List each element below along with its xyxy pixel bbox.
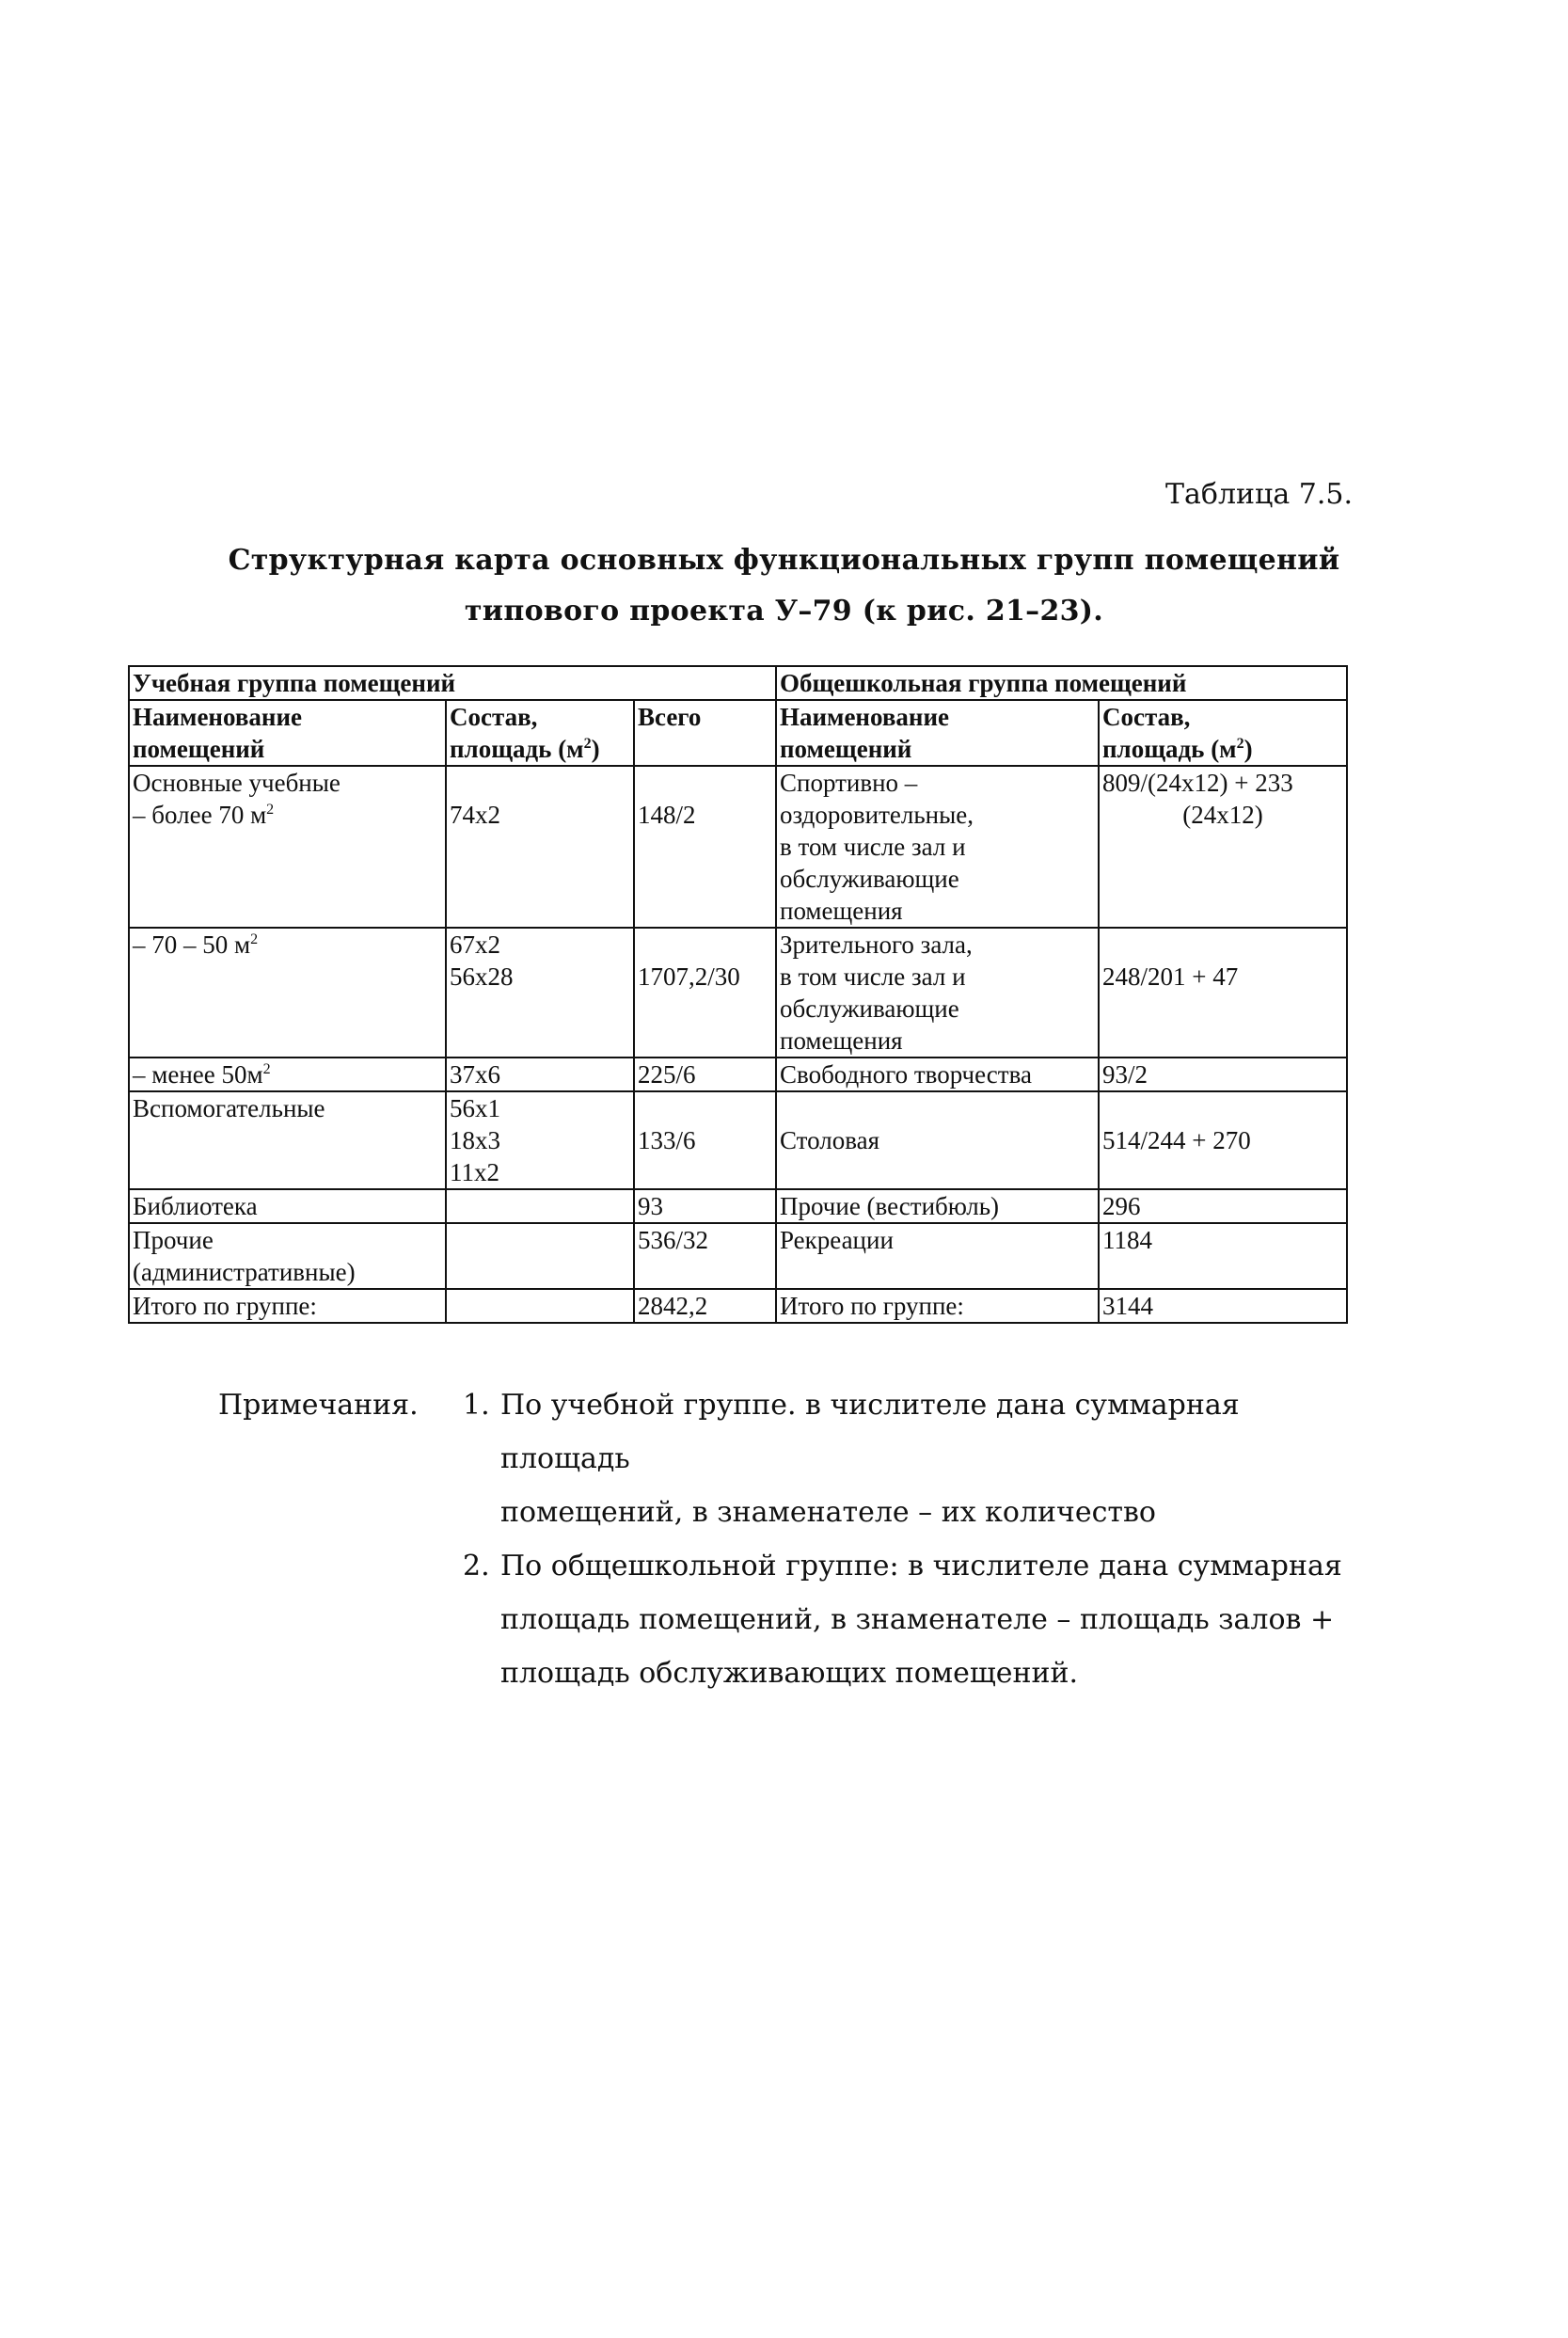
- header-name-line-1: Наименование: [780, 703, 949, 731]
- cell-text: Спортивно –: [780, 769, 918, 797]
- cell-right-comp: 248/201 + 47: [1099, 928, 1347, 1058]
- header-unit: (м: [558, 735, 584, 763]
- cell-right-comp: [1099, 766, 1347, 928]
- cell-left-comp: [446, 1289, 634, 1323]
- table-row: [129, 928, 1347, 1058]
- cell-text: 56х28: [450, 962, 514, 991]
- table-title-line-2: типового проекта У–79 (к рис. 21–23).: [464, 595, 1104, 628]
- cell-text: Зрительного зала,: [780, 930, 973, 959]
- header-comp-line-2: [1102, 733, 1343, 765]
- cell-text: помещения: [780, 897, 903, 925]
- header-name-line-1: Наименование: [133, 703, 302, 731]
- cell-left-name: Итого по группе:: [129, 1289, 446, 1323]
- notes: [218, 1378, 1375, 1700]
- note-text: площадь обслуживающих помещений.: [500, 1657, 1079, 1690]
- note-text: помещений, в знаменателе – их количество: [500, 1496, 1156, 1529]
- cell-left-name: Вспомогательные: [129, 1091, 446, 1189]
- notes-lead: Примечания.: [218, 1389, 419, 1422]
- note-number: 1.: [463, 1389, 490, 1422]
- cell-left-comp: [446, 1091, 634, 1189]
- header-comp-area: площадь: [1102, 735, 1205, 763]
- cell-left-total: 536/32: [634, 1223, 776, 1289]
- cell-text: [133, 799, 442, 831]
- table-number: Таблица 7.5.: [1165, 478, 1353, 511]
- header-unit-sup: 2: [1236, 736, 1244, 752]
- cell-text: оздоровительные,: [780, 801, 974, 829]
- cell-text-part: – менее 50м: [133, 1060, 263, 1089]
- cell-left-total: 148/2: [634, 766, 776, 928]
- group-header-general-school: Общешкольная группа помещений: [776, 666, 1347, 700]
- table-row: [129, 1058, 1347, 1091]
- superscript: 2: [266, 802, 275, 818]
- cell-left-total: 2842,2: [634, 1289, 776, 1323]
- cell-left-comp: [446, 1223, 634, 1289]
- note-text: площадь помещений, в знаменателе – площадь залов +: [500, 1603, 1335, 1636]
- cell-text: помещения: [780, 1026, 903, 1055]
- cell-left-name: [129, 1058, 446, 1091]
- column-header-row: [129, 700, 1347, 766]
- header-unit: (м: [1211, 735, 1237, 763]
- notes-lead-spacer: [218, 1539, 463, 1593]
- header-unit-close: ): [1243, 735, 1253, 763]
- cell-right-comp: 3144: [1099, 1289, 1347, 1323]
- cell-text-part: – 70 – 50 м: [133, 930, 251, 959]
- cell-left-name: [129, 1223, 446, 1289]
- table-title-line-1: Структурная карта основных функциональных групп помещений: [228, 544, 1340, 577]
- group-header-row: [129, 666, 1347, 700]
- superscript: 2: [262, 1061, 271, 1077]
- cell-text: (административные): [133, 1258, 356, 1286]
- cell-text: 11х2: [450, 1158, 499, 1186]
- cell-left-total: 93: [634, 1189, 776, 1223]
- cell-text: Прочие: [133, 1226, 214, 1254]
- cell-right-comp: 514/244 + 270: [1099, 1091, 1347, 1189]
- cell-text: 809/(24х12) + 233: [1102, 769, 1293, 797]
- cell-left-name: Библиотека: [129, 1189, 446, 1223]
- table-row: [129, 1091, 1347, 1189]
- header-total: Всего: [634, 700, 776, 766]
- note-1: [218, 1378, 1375, 1486]
- cell-left-name: [129, 928, 446, 1058]
- header-unit-close: ): [591, 735, 600, 763]
- cell-right-comp: 93/2: [1099, 1058, 1347, 1091]
- cell-left-name: [129, 766, 446, 928]
- header-comp-line-1: Состав,: [1102, 703, 1191, 731]
- cell-text: 18х3: [450, 1126, 500, 1154]
- cell-right-name: Столовая: [776, 1091, 1099, 1189]
- header-name-right: [776, 700, 1099, 766]
- table-row: [129, 1223, 1347, 1289]
- note-number: 2.: [463, 1550, 490, 1583]
- cell-left-comp: [446, 928, 634, 1058]
- cell-right-name: [776, 928, 1099, 1058]
- header-comp-line-1: Состав,: [450, 703, 538, 731]
- note-2: [218, 1539, 1375, 1593]
- cell-left-total: 1707,2/30: [634, 928, 776, 1058]
- table-row: [129, 1189, 1347, 1223]
- header-name-line-2: помещений: [780, 735, 912, 763]
- cell-right-name: Прочие (вестибюль): [776, 1189, 1099, 1223]
- cell-right-name: Итого по группе:: [776, 1289, 1099, 1323]
- cell-left-comp: [446, 1189, 634, 1223]
- cell-text: 56х1: [450, 1094, 500, 1122]
- cell-text: Основные учебные: [133, 769, 341, 797]
- cell-text: обслуживающие: [780, 865, 959, 893]
- structure-table: [128, 665, 1348, 1324]
- cell-right-comp: 296: [1099, 1189, 1347, 1223]
- cell-left-comp: 74х2: [446, 766, 634, 928]
- cell-text: 67х2: [450, 930, 500, 959]
- cell-right-name: Рекреации: [776, 1223, 1099, 1289]
- cell-right-comp: 1184: [1099, 1223, 1347, 1289]
- cell-right-name: Свободного творчества: [776, 1058, 1099, 1091]
- table-row: [129, 766, 1347, 928]
- group-header-educational: Учебная группа помещений: [129, 666, 776, 700]
- cell-text: (24х12): [1182, 801, 1263, 829]
- superscript: 2: [250, 931, 259, 947]
- cell-text: в том числе зал и: [780, 833, 966, 861]
- cell-text-part: – более 70 м: [133, 801, 267, 829]
- note-text: По общешкольной группе: в числителе дана суммарная: [500, 1550, 1342, 1583]
- header-composition-left: [446, 700, 634, 766]
- header-composition-right: [1099, 700, 1347, 766]
- cell-text: в том числе зал и: [780, 962, 966, 991]
- note-text: По учебной группе. в числителе дана суммарная площадь: [500, 1389, 1240, 1475]
- header-comp-line-2: [450, 733, 630, 765]
- cell-left-total: 133/6: [634, 1091, 776, 1189]
- header-comp-area: площадь: [450, 735, 552, 763]
- cell-left-comp: 37х6: [446, 1058, 634, 1091]
- header-unit-sup: 2: [583, 736, 592, 752]
- cell-left-total: 225/6: [634, 1058, 776, 1091]
- cell-right-name: [776, 766, 1099, 928]
- header-name-left: [129, 700, 446, 766]
- table-row-total: [129, 1289, 1347, 1323]
- cell-text: обслуживающие: [780, 994, 959, 1023]
- header-name-line-2: помещений: [133, 735, 265, 763]
